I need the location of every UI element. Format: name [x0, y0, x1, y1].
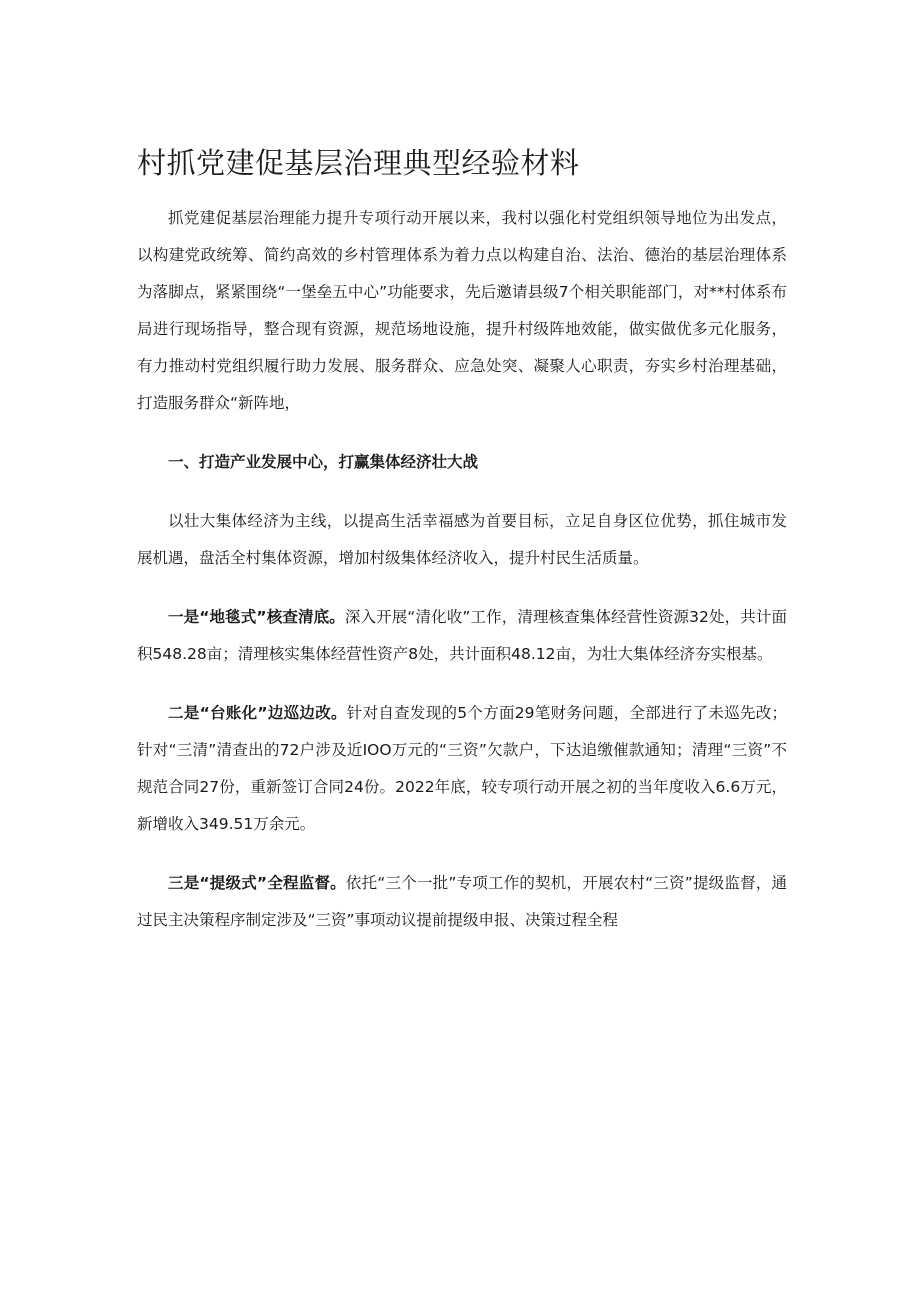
- item-paragraph-2: [137, 695, 787, 843]
- item-paragraph-1: [137, 599, 787, 673]
- section-heading: 一、打造产业发展中心，打赢集体经济壮大战: [168, 453, 479, 471]
- section-intro-paragraph: 以壮大集体经济为主线，以提高生活幸福感为首要目标，立足自身区位优势，抓住城市发展机遇，盘活全村集体资源，增加村级集体经济收入，提升村民生活质量。: [137, 512, 787, 567]
- document-body: [137, 200, 787, 961]
- item-lead-1: 一是“地毯式”核查清底。: [168, 608, 345, 626]
- item-text-3: 依托“三个一批”专项工作的契机，开展农村“三资”提级监督，通过民主决策程序制定涉及“三资”事项动议提前提级申报、决策过程全程: [137, 874, 788, 929]
- item-paragraph-3: [137, 865, 787, 939]
- item-text-1: 深入开展“清化收”工作，清理核查集体经营性资源32处，共计面积548.28亩；清理核实集体经营性资产8处，共计面积48.12亩，为壮大集体经济夯实根基。: [137, 608, 787, 663]
- document-title: 村抓党建促基层治理典型经验材料: [137, 146, 580, 180]
- item-lead-2: 二是“台账化”边巡边改。: [168, 704, 347, 722]
- intro-paragraph: 抓党建促基层治理能力提升专项行动开展以来，我村以强化村党组织领导地位为出发点，以构建党政统筹、简约高效的乡村管理体系为着力点以构建自治、法治、德治的基层治理体系为落脚点，紧紧围绕“一堡垒五中心”功能要求，先后邀请县级7个相关职能部门，对**村体系布局进行现场指导，整合现有资源，规范场地设施，提升村级阵地效能，做实做优多元化服务，有力推动村党组织履行助力发展、服务群众、应急处突、凝聚人心职责，夯实乡村治理基础，打造服务群众“新阵地，: [137, 209, 787, 412]
- item-lead-3: 三是“提级式”全程监督。: [168, 874, 346, 892]
- item-text-2: 针对自查发现的5个方面29笔财务问题，全部进行了未巡先改；针对“三清”清查出的72户涉及近IOO万元的“三资”欠款户，下达追缴催款通知；清理“三资”不规范合同27份，重新签订合同24份。2022年底，较专项行动开展之初的当年度收入6.6万元，新增收入349.51万余元。: [137, 704, 788, 833]
